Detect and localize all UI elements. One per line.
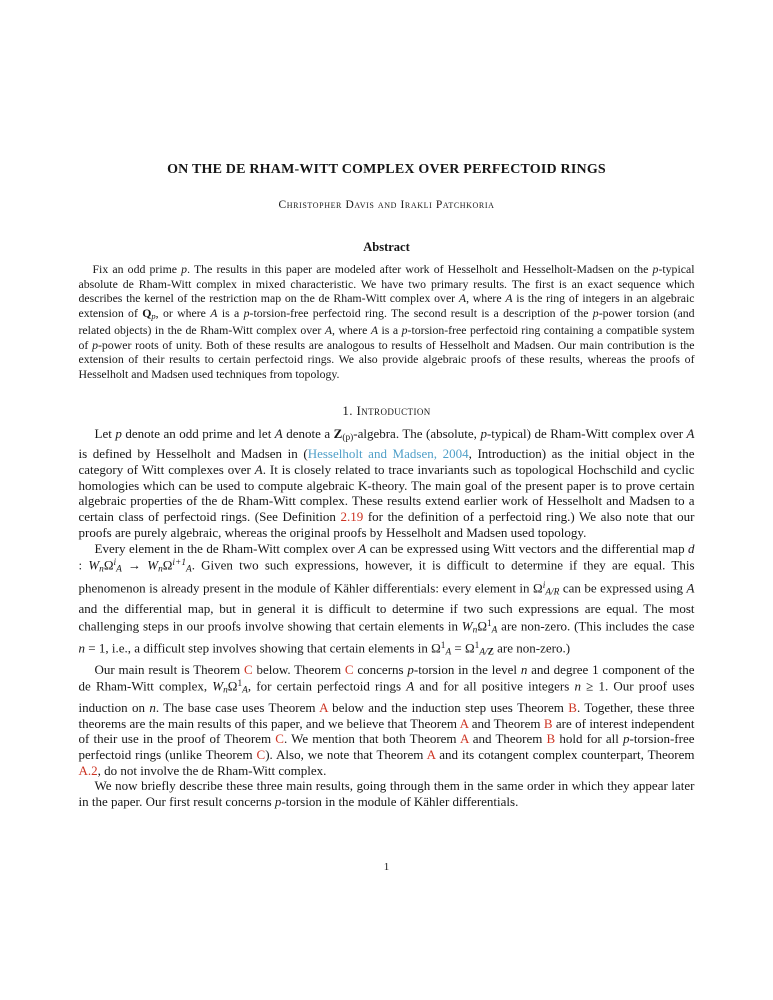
styled-segment: p — [401, 323, 408, 338]
citation-link[interactable]: Hesselholt and Madsen, 2004 — [307, 446, 469, 462]
styled-segment: A — [370, 323, 379, 338]
text-segment: Our main result is Theorem — [94, 661, 244, 677]
styled-segment: p — [407, 661, 414, 677]
reference-link[interactable]: 2.19 — [340, 509, 364, 525]
text-segment: below. Theorem — [252, 661, 345, 677]
text-segment: , where — [332, 323, 371, 338]
styled-segment: p — [274, 794, 282, 810]
reference-link[interactable]: A — [459, 715, 469, 731]
styled-segment: n — [78, 640, 85, 656]
text-segment: -torsion-free perfectoid rings (unlike Theorem — [78, 731, 695, 762]
reference-link[interactable]: B — [543, 715, 553, 731]
text-segment: . Together, these three theorems are the main results of this paper, and we believe that Theorem — [78, 699, 695, 731]
text-segment: -power torsion (and related objects) in the de Rham-Witt complex over — [78, 305, 695, 338]
styled-segment: A — [686, 425, 695, 441]
text-segment: -torsion in the level — [413, 661, 521, 677]
reference-link[interactable]: C — [344, 661, 354, 677]
reference-link[interactable]: B — [568, 699, 577, 715]
reference-link[interactable]: A — [319, 699, 328, 715]
text-segment: Let — [94, 425, 116, 441]
styled-segment: p — [243, 305, 250, 320]
styled-segment: 1 — [237, 679, 243, 690]
text-segment: , do not involve the de Rham-Witt complex. — [97, 762, 327, 778]
styled-segment: n — [223, 686, 228, 697]
text-segment: , where — [466, 291, 506, 306]
styled-segment: p — [480, 425, 487, 441]
text-segment: and Theorem — [468, 715, 544, 731]
styled-segment: Q — [142, 305, 152, 320]
text-segment: can be expressed using — [559, 580, 687, 596]
styled-segment: A/R — [545, 587, 560, 598]
section-heading-introduction: 1. Introduction — [342, 402, 431, 418]
reference-link[interactable]: C — [275, 731, 284, 747]
text-segment: -algebra. The (absolute, — [353, 425, 481, 441]
styled-segment: (p) — [342, 432, 354, 443]
reference-link[interactable]: B — [546, 731, 556, 747]
text-segment: . It is closely related to trace invariants such as topological Hochschild and cyclic homologies which can be used to compute algebraic K-theory. The main goal of the present paper is to prove certain algebraic properties of the de Rham-Witt complex. These results extend earlier work of Hesselholt and Madsen to a certain class of perfectoid rings. (See Definition — [78, 462, 695, 525]
text-segment: = 1, i.e., a difficult step involves showing that certain elements in — [85, 640, 432, 656]
styled-segment: p — [181, 262, 188, 276]
styled-segment: W — [147, 557, 159, 573]
abstract-text — [79, 262, 695, 382]
styled-segment: A — [116, 565, 122, 575]
paragraph-3 — [79, 662, 695, 779]
styled-segment: p — [115, 425, 122, 441]
styled-segment: A — [458, 291, 467, 306]
text-segment: denote an odd prime and let — [121, 425, 275, 441]
styled-segment: n — [574, 679, 581, 695]
text-segment: Ω — [431, 640, 441, 656]
paper-title: ON THE DE RHAM-WITT COMPLEX OVER PERFECTOID RINGS — [167, 162, 606, 177]
styled-segment: A — [358, 540, 367, 556]
styled-segment: p — [92, 337, 98, 352]
styled-segment: A — [491, 625, 498, 636]
text-segment: is the ring of integers in an algebraic extension of — [78, 291, 695, 320]
styled-segment: n — [472, 625, 478, 636]
styled-segment: n — [520, 661, 528, 677]
styled-segment: A — [686, 580, 695, 596]
styled-segment: p — [623, 731, 630, 747]
text-segment: hold for all — [555, 731, 624, 747]
styled-segment: A — [274, 425, 283, 441]
text-segment: . Given two such expressions, however, it is difficult to determine if they are equal. This phenomenon is already present in the module of Kähler differentials: every element in — [78, 557, 695, 596]
styled-segment: i — [113, 558, 117, 569]
styled-segment: d — [688, 540, 695, 556]
text-segment: We now briefly describe these three main results, going through them in the same order in which they appear later in the paper. Our first result concerns — [78, 778, 695, 810]
text-segment: -torsion in the module of Kähler differentials. — [281, 794, 519, 810]
styled-segment: W — [88, 557, 100, 573]
styled-segment: n — [99, 565, 104, 575]
page-number: 1 — [383, 861, 390, 873]
text-segment: , for certain perfectoid rings — [247, 679, 407, 695]
styled-segment: A — [445, 647, 452, 658]
text-segment: below and the induction step uses Theorem — [327, 699, 569, 715]
styled-segment: Z — [487, 647, 494, 658]
styled-segment: Z — [333, 425, 343, 441]
styled-segment: 1 — [440, 641, 446, 652]
text-segment: -typical absolute de Rham-Witt complex in mixed characteristic. We have two primary results. The first is an exact sequence which describes the kernel of the restriction map on the de Rham-Witt complex over — [78, 262, 695, 306]
styled-segment: W — [461, 618, 473, 634]
text-segment: . The base case uses Theorem — [155, 699, 320, 715]
text-segment: = Ω — [451, 640, 475, 656]
reference-link[interactable]: C — [256, 746, 266, 762]
styled-segment: A — [210, 305, 218, 320]
paragraph-4 — [79, 778, 695, 809]
text-segment: Ω — [162, 557, 173, 573]
text-segment: is a — [217, 305, 244, 320]
text-segment: ≥ 1. Our proof uses induction on — [78, 679, 695, 715]
paragraph-1 — [79, 426, 695, 541]
styled-segment: A — [186, 565, 192, 575]
styled-segment: i+1 — [172, 558, 186, 569]
text-segment: Ω — [103, 557, 114, 573]
paragraph-2 — [79, 541, 695, 662]
paper-authors: Christopher Davis and Irakli Patchkoria — [278, 199, 495, 211]
styled-segment: A — [324, 323, 333, 338]
text-segment: -torsion-free perfectoid ring. The second result is a description of the — [249, 305, 593, 320]
text-segment: : — [78, 557, 89, 573]
text-segment: can be expressed using Witt vectors and the differential map — [366, 540, 688, 556]
introduction-body — [79, 426, 695, 810]
styled-segment: i — [542, 580, 546, 591]
text-segment: and the differential map, but in general it is difficult to determine if two such expressions are equal. The most challenging steps in our proofs involve showing that certain elements in — [78, 601, 695, 634]
text-segment: denote a — [282, 425, 334, 441]
styled-segment: n — [158, 565, 163, 575]
text-segment: Ω — [227, 679, 238, 695]
reference-link[interactable]: A — [459, 731, 469, 747]
styled-segment: n — [149, 699, 156, 715]
text-segment: is defined by Hesselholt and Madsen in ( — [78, 446, 308, 462]
abstract-heading: Abstract — [363, 240, 410, 254]
text-segment: -torsion-free perfectoid ring containing a compatible system of — [78, 323, 695, 352]
styled-segment: A — [406, 679, 415, 695]
text-segment: are non-zero.) — [493, 640, 571, 656]
text-segment: Ω — [477, 618, 487, 634]
text-segment: are non-zero. (This includes the case — [497, 618, 695, 634]
text-segment: are of interest independent of their use in the proof of Theorem — [78, 715, 695, 747]
text-segment: Fix an odd prime — [92, 262, 182, 276]
text-segment: -power roots of unity. Both of these results are analogous to results of Hesselholt and Madsen. Our main contribution is the extension of their results to certain perfectoid rings. We also provide algebraic proofs of these results, whereas the proofs of Hesselholt and Madsen used techniques from topology. — [78, 337, 695, 382]
reference-link[interactable]: A — [426, 746, 436, 762]
styled-segment: 1 — [474, 641, 480, 652]
text-segment: , Introduction) as the initial object in the category of Witt complexes over — [78, 446, 695, 478]
styled-segment: A — [505, 291, 513, 306]
styled-segment: A — [242, 686, 248, 697]
paper-page — [79, 0, 695, 810]
text-segment: . The results in this paper are modeled after work of Hesselholt and Hesselholt-Madsen on the — [187, 262, 653, 276]
text-segment: , or where — [155, 305, 211, 320]
text-segment: and Theorem — [468, 731, 547, 747]
text-segment: concerns — [353, 661, 408, 677]
styled-segment: p — [592, 305, 599, 320]
text-segment: . We mention that both Theorem — [283, 731, 460, 747]
text-segment: Ω — [533, 580, 543, 596]
text-segment: → — [121, 557, 148, 573]
text-segment: Every element in the de Rham-Witt complex over — [94, 540, 359, 556]
text-segment: is a — [378, 323, 402, 338]
text-segment: and its cotangent complex counterpart, Theorem — [435, 746, 695, 762]
text-segment: and for all positive integers — [414, 679, 575, 695]
reference-link[interactable]: A.2 — [78, 762, 98, 778]
styled-segment: A — [254, 462, 263, 478]
text-segment: -typical) de Rham-Witt complex over — [486, 425, 687, 441]
styled-segment: p — [151, 310, 156, 321]
reference-link[interactable]: C — [243, 661, 253, 677]
text-segment: ). Also, we note that Theorem — [265, 746, 427, 762]
styled-segment: W — [212, 679, 224, 695]
styled-segment: p — [652, 262, 659, 276]
styled-segment: A/ — [479, 647, 488, 658]
text-segment: for the definition of a perfectoid ring.) We also note that our proofs are purely algebraic, whereas the original proofs by Hesselholt and Madsen used topology. — [78, 509, 695, 540]
styled-segment: 1 — [486, 618, 492, 629]
text-segment: and degree 1 component of the de Rham-Witt complex, — [78, 661, 695, 695]
